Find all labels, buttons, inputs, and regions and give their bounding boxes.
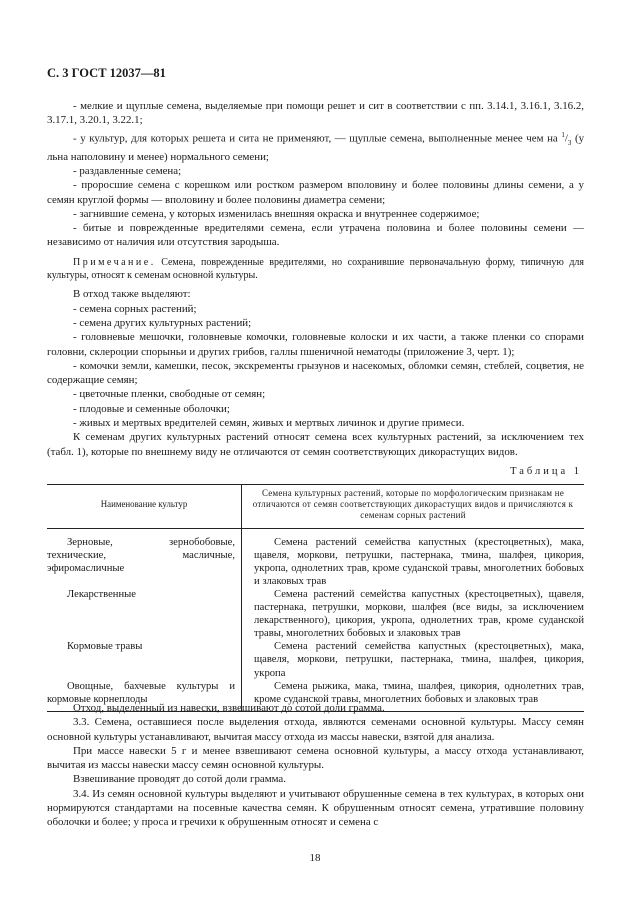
after-table-text [47,701,584,830]
col-header-seeds: Семена культурных растений, которые по морфологическим признакам не отличаются от семян соответствующих дикорастущих видов и причисляются к семенам сорных растений [242,485,585,529]
table-row [47,528,584,588]
fraction-num: 1 [561,130,565,139]
seeds-cell: Семена растений семейства капустных (крестоцветных), мака, щавеля, моркови, петрушки, пастернака, тмина, шалфея, цикория, укропа [254,641,584,679]
page-header: С. 3 ГОСТ 12037—81 [47,66,166,80]
seeds-cell: Семена рыжика, мака, тмина, шалфея, цикория, однолетних трав, кроме суданской травы, многолетних бобовых и злаковых трав [242,680,585,712]
seeds-cell: Семена растений семейства капустных (крестоцветных), мака, щавеля, моркови, петрушки, пастернака, тмина, шалфея, цикория, укропа, однолетних трав, кроме суданской травы, многолетних бобовых и злаковых трав [254,536,584,587]
note-text: Семена, поврежденные вредителями, но сохранившие первоначальную форму, типичную для культуры, относят к семенам основной культуры. [47,256,585,282]
list-item: - семена сорных растений; [73,302,197,315]
crop-cell: Лекарственные [47,588,242,640]
list-item: - комочки земли, камешки, песок, экскременты грызунов и насекомых, обломки семян, стеблей, соцветия, не содержащие семян; [47,359,584,387]
paragraph: - проросшие семена с корешком или ростком размером вполовину и более половины длины семени, а у семян круглой формы — вполовину и более половины диаметра семени; [47,179,584,206]
table-label: Таблица 1 [510,466,582,477]
paragraph: 3.3. Семена, оставшиеся после выделения отхода, являются семенами основной культуры. Массу семян основной культуры устанавливают, вычитая массу отхода из массы навески, взятой для анализа. [47,716,584,743]
paragraph: - у культур, для которых решета и сита не применяют, — щуплые семена, выполненные менее чем на $^1/_3$ (у льна наполовину и менее) нормального семени; [47,130,585,163]
list-item: - головневые мешочки, головневые комочки, головневые колоски и их части, а также пленки со спорами головни, склероции спорыньи и других грибов, галлы пшеничной нематоды (приложение 3, черт. 1); [47,331,584,358]
col-header-crops: Наименование культур [47,485,242,529]
seeds-cell: Семена растений семейства капустных (крестоцветных), щавеля, пастернака, петрушки, моркови, шалфея (все виды, за исключением лекарственного), цикория, укропа, однолетних трав, кроме суданской травы, многолетних бобовых и злаковых трав [254,588,584,640]
fraction-den: 3 [567,138,572,147]
paragraph: При массе навески 5 г и менее взвешивают семена основной культуры, а массу отхода устанавливают, вычитая из массы навески массу семян основной культуры. [47,744,584,772]
paragraph: К семенам других культурных растений относят семена всех культурных растений, за исключением тех (табл. 1), которые по внешнему виду не отличаются от семян соответствующих дикорастущих видов. [47,431,584,458]
main-text [47,99,584,459]
list-item: - плодовые и семенные оболочки; [73,402,230,415]
table-header-row [47,485,584,529]
note [47,256,584,283]
table-row [47,588,584,640]
crop-cell: Кормовые травы [47,640,242,679]
paragraph: - битые и поврежденные вредителями семена, если утрачена половина и более половины семени — независимо от наличия или отсутствия зародыша. [47,222,584,249]
crop-cell: Овощные, бахчевые культуры и кормовые корнеплоды [47,680,242,712]
paragraph: - загнившие семена, у которых изменилась внешняя окраска и внутреннее содержимое; [73,207,480,220]
list-item: - цветочные пленки, свободные от семян; [73,388,266,401]
paragraph: - мелкие и щуплые семена, выделяемые при помощи решет и сит в соответствии с пп. 3.14.1, 3.16.1, 3.16.2, 3.17.1, 3.20.1, 3.22.1; [47,100,584,127]
list-item: - семена других культурных растений; [73,316,252,329]
crop-cell: Зерновые, зернобобовые, технические, масличные, эфиромасличные [47,528,242,588]
paragraph: - раздавленные семена; [73,164,182,177]
crops-table [47,484,584,712]
list-item: - живых и мертвых вредителей семян, живых и мертвых личинок и другие примеси. [73,417,465,430]
waste-intro: В отход также выделяют: [73,288,191,301]
table-row [47,640,584,679]
page-number: 18 [309,852,321,864]
paragraph: 3.4. Из семян основной культуры выделяют и учитывают обрушенные семена в тех культурах, в которых они нормируются стандартами на посевные качества семян. К обрушенным относят семена, утратившие половину оболочки и более; у проса и гречихи к обрушенным относят и семена с [47,787,584,829]
note-label: Примечание. [73,256,156,268]
paragraph: Взвешивание проводят до сотой доли грамма. [73,773,286,786]
paragraph: Отход, выделенный из навески, взвешивают до сотой доли грамма. [73,702,385,714]
